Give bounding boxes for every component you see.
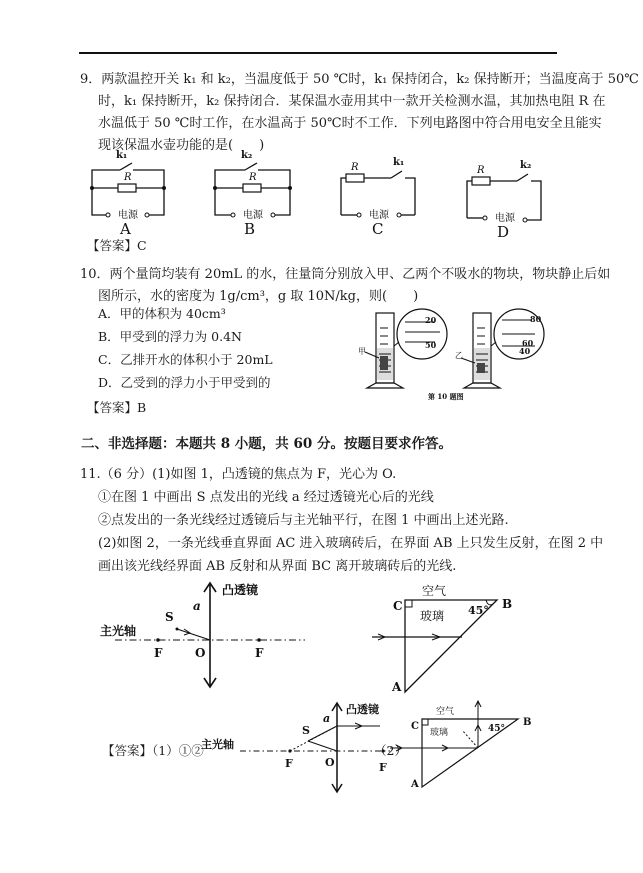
- point-s: S: [165, 610, 174, 624]
- figure-caption: 第 10 题图: [428, 392, 464, 401]
- mark-20: 20: [425, 315, 437, 325]
- q10-option-c: C．乙排开水的体积小于 20mL: [98, 352, 273, 367]
- circuit-c: [339, 148, 439, 238]
- resistor-label: R: [124, 172, 132, 183]
- section-heading: 二、非选择题：本题共 8 小题，共 60 分。按题目要求作答。: [81, 436, 452, 452]
- power-source-label: 电源: [118, 210, 138, 221]
- switch-k1: [120, 163, 132, 170]
- ray-a-label: a: [323, 712, 331, 725]
- power-source-label: 电源: [369, 210, 389, 221]
- answer-figure-1: [201, 697, 387, 797]
- label-yi: 乙: [455, 351, 463, 360]
- focus-left: F: [154, 646, 163, 660]
- lens-label: 凸透镜: [222, 583, 259, 597]
- circuit-d: [465, 148, 565, 241]
- point-s: S: [302, 724, 310, 737]
- angle-label: 45°: [488, 724, 506, 734]
- switch-k2: [517, 174, 528, 181]
- q11-answer-part2: （2）: [374, 743, 407, 758]
- circuit-b: [213, 148, 313, 238]
- axis-label: 主光轴: [100, 624, 137, 638]
- q10-answer: 【答案】B: [87, 400, 147, 415]
- q9-line-2: 时，k₁ 保持断开，k₂ 保持闭合．某保温水壶用其中一款开关检测水温，其加热电阻 R 在: [98, 94, 606, 109]
- switch-label: k₁: [393, 157, 405, 168]
- q9-line-4: 现该保温水壶功能的是( ): [98, 138, 265, 153]
- q10-line-2: 图所示，水的密度为 1g/cm³，g 取 10N/kg，则( ): [98, 289, 419, 304]
- mark-40: 40: [519, 346, 531, 356]
- axis-label: 主光轴: [201, 738, 234, 751]
- q11-answer-prefix: 【答案】（1）①②: [102, 743, 204, 758]
- ray-a: [177, 629, 210, 640]
- vertex-c: C: [393, 599, 403, 613]
- q9-answer: 【答案】C: [87, 238, 147, 253]
- q9-line-1: 9．两款温控开关 k₁ 和 k₂，当温度低于 50 ℃时，k₁ 保持闭合，k₂ 保持断开；当温度高于 50℃: [80, 72, 639, 87]
- focus-right: F: [255, 646, 264, 660]
- glass-label: 玻璃: [430, 728, 449, 738]
- cylinder-yi: [464, 313, 500, 388]
- mark-60: 60: [522, 338, 534, 348]
- resistor-label: R: [477, 165, 485, 176]
- mark-50: 50: [425, 340, 437, 350]
- q10-line-1: 10．两个量筒均装有 20mL 的水，往量筒分别放入甲、乙两个不吸水的物块，物块静止后如: [80, 267, 611, 282]
- resistor: [472, 177, 490, 185]
- power-source-label: 电源: [495, 213, 515, 224]
- figure-2-glass-prism: [360, 577, 540, 697]
- option-label: A: [120, 220, 131, 238]
- angle-label: 45°: [468, 604, 489, 617]
- air-label: 空气: [436, 707, 455, 717]
- switch-k2: [245, 163, 257, 170]
- resistor-label: R: [249, 172, 257, 183]
- q11-line-3: ②点发出的一条光线经过透镜后与主光轴平行，在图 1 中画出上述光路.: [98, 513, 509, 528]
- q11-line-2: ①在图 1 中画出 S 点发出的光线 a 经过透镜光心后的光线: [98, 490, 434, 505]
- air-label: 空气: [422, 584, 447, 598]
- lens-label: 凸透镜: [346, 703, 379, 716]
- vertex-b: B: [523, 717, 532, 728]
- power-source-label: 电源: [243, 210, 263, 221]
- glass-label: 玻璃: [420, 609, 445, 623]
- figure-1-convex-lens: [90, 577, 310, 697]
- resistor: [243, 184, 261, 192]
- q10-option-d: D．乙受到的浮力小于甲受到的: [98, 375, 271, 390]
- answer-figure-2: [400, 697, 530, 797]
- resistor-label: R: [351, 162, 359, 173]
- vertex-b: B: [502, 597, 513, 611]
- q9-line-3: 水温低于 50 ℃时工作，在水温高于 50℃时不工作．下列电路图中符合用电安全且能实: [98, 116, 602, 131]
- resistor: [346, 174, 364, 182]
- circuit-a: [90, 148, 190, 238]
- q11-line-5: 画出该光线经界面 AB 反射和从界面 BC 离开玻璃砖后的光线.: [98, 559, 457, 574]
- vertex-c: C: [411, 721, 419, 732]
- q11-line-1: 11.（6 分）(1)如图 1，凸透镜的焦点为 F，光心为 O.: [80, 467, 397, 482]
- q10-option-b: B．甲受到的浮力为 0.4N: [98, 329, 242, 344]
- cylinder-jia: [367, 313, 403, 388]
- vertex-a: A: [411, 779, 419, 790]
- header-rule: [79, 52, 557, 54]
- ray-a-label: a: [193, 599, 201, 613]
- focus-left: F: [285, 757, 293, 770]
- switch-label: k₂: [520, 160, 532, 171]
- vertex-a: A: [392, 680, 402, 694]
- optical-center: O: [325, 756, 335, 769]
- switch-label: k₁: [116, 150, 128, 161]
- mark-80: 80: [530, 314, 542, 324]
- zoom-circle-left: [397, 309, 447, 359]
- q11-line-4: (2)如图 2，一条光线垂直界面 AC 进入玻璃砖后，在界面 AB 上只发生反射，在图 2 中: [98, 536, 604, 551]
- focus-right: F: [379, 761, 387, 774]
- label-jia: 甲: [358, 347, 366, 356]
- q10-option-a: A．甲的体积为 40cm³: [98, 306, 226, 321]
- resistor: [118, 184, 136, 192]
- option-label: C: [372, 220, 384, 238]
- option-label: D: [497, 223, 510, 241]
- switch-k1: [391, 171, 402, 178]
- switch-label: k₂: [241, 150, 253, 161]
- graduated-cylinders-figure: [355, 308, 555, 403]
- option-label: B: [244, 220, 256, 238]
- optical-center: O: [195, 646, 206, 660]
